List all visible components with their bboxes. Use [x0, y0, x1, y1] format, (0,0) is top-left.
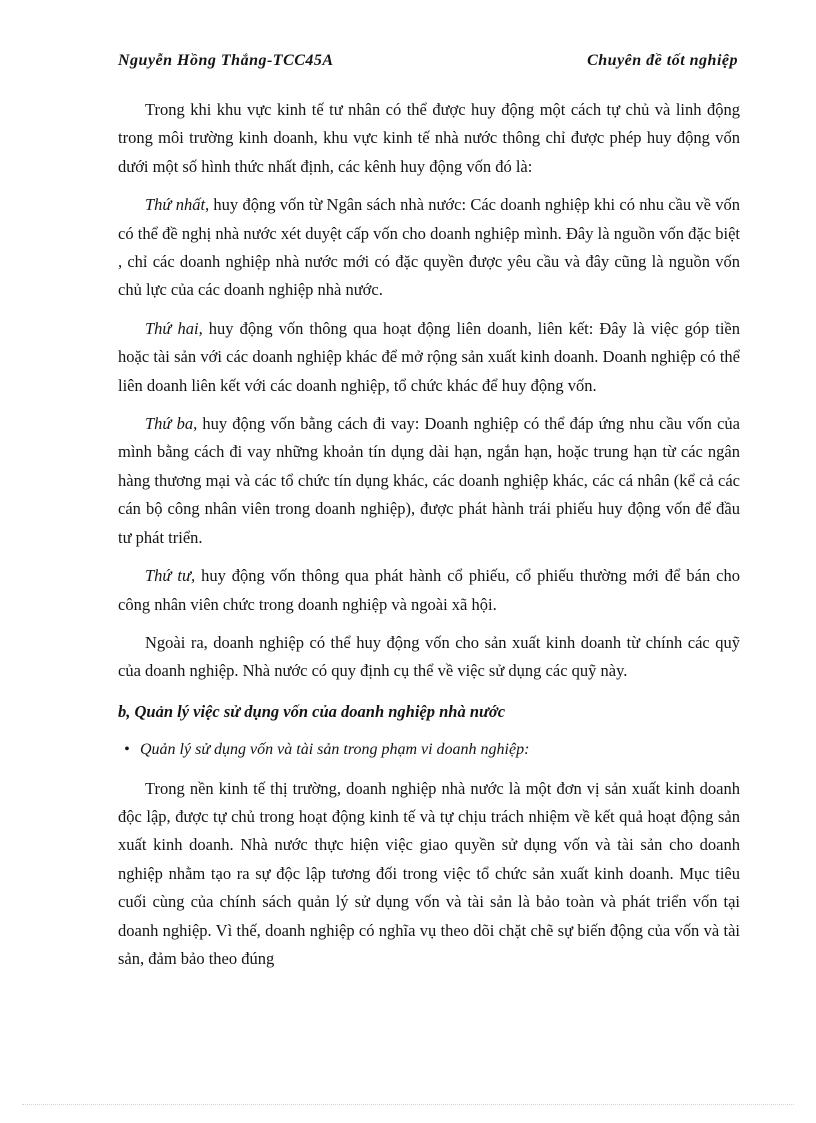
paragraph-intro [118, 96, 740, 181]
paragraph-thu-tu [118, 562, 740, 619]
document-body [118, 96, 740, 983]
page-header [118, 52, 738, 82]
header-author: Nguyễn Hồng Thắng-TCC45A [118, 52, 334, 69]
paragraph-text: huy động vốn thông qua phát hành cổ phiếu, cổ phiếu thường mới để bán cho công nhân viên chức trong doanh nghiệp và ngoài xã hội. [118, 566, 740, 614]
paragraph-thu-hai [118, 315, 740, 400]
paragraph-thu-ba [118, 410, 740, 552]
paragraph-text: huy động vốn từ Ngân sách nhà nước: Các doanh nghiệp khi có nhu cầu về vốn có thể đề nghị nhà nước xét duyệt cấp vốn cho doanh nghiệp mình. Đây là nguồn vốn đặc biệt , chỉ các doanh nghiệp nhà nước mới có đặc quyền được yêu cầu và đây cũng là nguồn vốn chủ lực của các doanh nghiệp nhà nước. [118, 195, 740, 300]
paragraph-thu-nhat [118, 191, 740, 305]
paragraph-final [118, 775, 740, 974]
paragraph-lead: Thứ hai, [145, 318, 203, 338]
bullet-icon: • [124, 741, 130, 759]
paragraph-text: huy động vốn bằng cách đi vay: Doanh nghiệp có thể đáp ứng nhu cầu vốn của mình bằng cách đi vay những khoản tín dụng dài hạn, ngắn hạn, hoặc trung hạn từ các ngân hàng thương mại và các tổ chức tín dụng khác, các doanh nghiệp khác, các cá nhân (kể cả các cán bộ công nhân viên trong doanh nghiệp), được phát hành trái phiếu huy động vốn để đầu tư phát triển. [118, 414, 740, 547]
paragraph-ngoai-ra [118, 629, 740, 686]
paragraph-text: Trong nền kinh tế thị trường, doanh nghiệp nhà nước là một đơn vị sản xuất kinh doanh độc lập, được tự chủ trong hoạt động kinh tế và tự chịu trách nhiệm về kết quả hoạt động sản xuất kinh doanh. Nhà nước thực hiện việc giao quyền sử dụng vốn và tài sản cho doanh nghiệp nhằm tạo ra sự độc lập tương đối trong việc tổ chức sản xuất kinh doanh. Mục tiêu cuối cùng của chính sách quản lý sử dụng vốn và tài sản là bảo toàn và phát triển vốn tại doanh nghiệp. Vì thế, doanh nghiệp có nghĩa vụ theo dõi chặt chẽ sự biến động của vốn và tài sản, đảm bảo theo đúng [118, 778, 740, 968]
footer-divider [22, 1104, 794, 1105]
paragraph-lead: Thứ nhất, [145, 195, 210, 215]
header-document-type: Chuyên đề tốt nghiệp [587, 52, 738, 69]
bullet-item [118, 736, 740, 764]
paragraph-text: Trong khi khu vực kinh tế tư nhân có thể được huy động một cách tự chủ và linh động trong môi trường kinh doanh, khu vực kinh tế nhà nước thông chỉ được phép huy động vốn dưới một số hình thức nhất định, các kênh huy động vốn đó là: [118, 100, 740, 176]
paragraph-lead: Thứ tư, [145, 566, 196, 586]
bullet-text: Quản lý sử dụng vốn và tài sản trong phạm vi doanh nghiệp: [140, 741, 530, 759]
paragraph-text: huy động vốn thông qua hoạt động liên doanh, liên kết: Đây là việc góp tiền hoặc tài sản với các doanh nghiệp khác để mở rộng sản xuất kinh doanh. Doanh nghiệp có thể liên doanh liên kết với các doanh nghiệp, tổ chức khác để huy động vốn. [118, 318, 740, 395]
paragraph-text: Ngoài ra, doanh nghiệp có thể huy động vốn cho sản xuất kinh doanh từ chính các quỹ của doanh nghiệp. Nhà nước có quy định cụ thể về việc sử dụng các quỹ này. [118, 632, 740, 681]
section-subheading: b, Quản lý việc sử dụng vốn của doanh nghiệp nhà nước [118, 701, 506, 721]
paragraph-lead: Thứ ba, [145, 414, 198, 434]
